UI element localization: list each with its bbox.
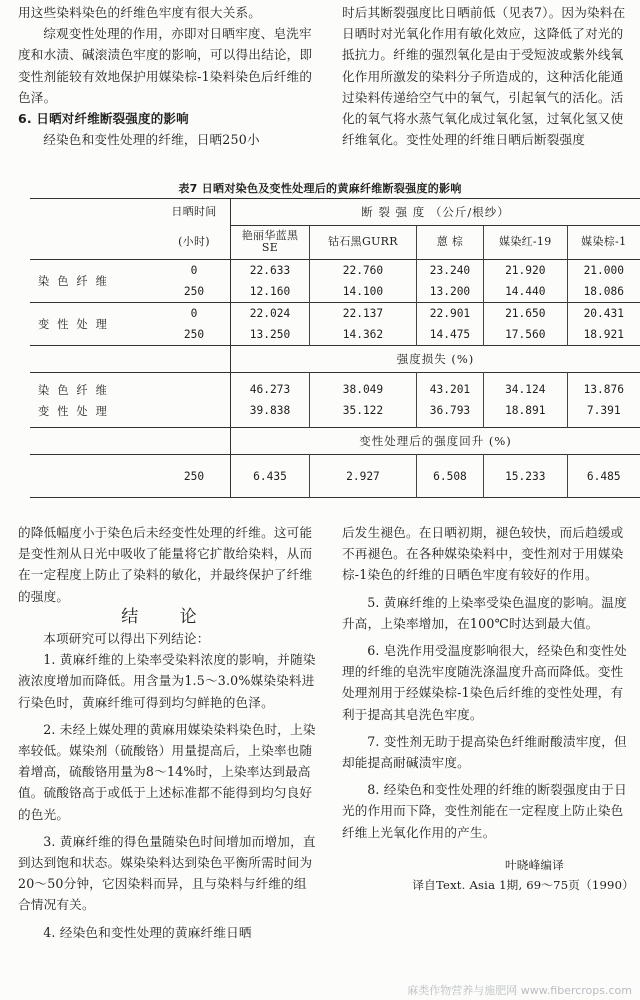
paragraph: 经染色和变性处理的纤维，日晒250小 bbox=[43, 132, 260, 148]
recovery-header: 变性处理后的强度回升 (%) bbox=[359, 434, 512, 448]
paragraph: 用这些染料染色的纤维色牢度有很大关系。 bbox=[18, 5, 262, 20]
value-cell: 18.086 bbox=[567, 281, 640, 303]
table-corner bbox=[30, 199, 158, 260]
list-item: 3. 黄麻纤维的得色量随染色时间增加而增加，直到达到饱和状态。媒染染料达到染色平衡所需时间为20～50分钟，它因染料而异，且与染料与纤维的组合情况有关。 bbox=[18, 833, 316, 913]
value-cell: 22.901 bbox=[416, 303, 483, 325]
conclusion-list bbox=[18, 649, 318, 943]
value-cell: 21.650 bbox=[484, 303, 568, 325]
dye-header: 蒽 棕 bbox=[416, 225, 483, 260]
value-cell: 20.431 bbox=[567, 303, 640, 325]
table-row bbox=[30, 400, 640, 428]
value-cell: 43.201 bbox=[416, 373, 483, 401]
list-item: 2. 未经上媒处理的黄麻用媒染染料染色时，上染率较低。媒染剂（硫酸铬）用量提高后，上染率也随着增高，硫酸铬用量为8～14%时，上染率达到最高值。硫酸铬高于或低于上述标准都不能得到均匀良好的色光。 bbox=[18, 721, 316, 822]
paragraph: 的降低幅度小于染色后未经变性处理的纤维。这可能是变性剂从日光中吸收了能量将它扩散给染料，从而在一定程度上防止了染料的敏化，并最终保护了纤维的强度。 bbox=[18, 525, 313, 604]
value-cell: 46.273 bbox=[249, 383, 291, 396]
watermark: 麻类作物营养与施肥网 www.fibercrops.com bbox=[407, 984, 632, 997]
value-cell: 14.475 bbox=[416, 324, 483, 346]
top-left-column bbox=[18, 2, 318, 150]
loss-header: 强度损失 (%) bbox=[396, 352, 475, 366]
row-label-dyed: 染色纤维 bbox=[38, 275, 115, 288]
list-item: 4. 经染色和变性处理的黄麻纤维日晒 bbox=[43, 924, 252, 940]
dye-header: 钴石黑GURR bbox=[310, 225, 417, 260]
time-cell: 250 bbox=[158, 281, 231, 303]
value-cell: 6.435 bbox=[253, 469, 287, 483]
recovery-header-row bbox=[30, 428, 640, 455]
value-cell: 14.362 bbox=[310, 324, 417, 346]
time-cell: 0 bbox=[158, 303, 231, 325]
value-cell: 22.633 bbox=[249, 264, 291, 277]
list-item: 5. 黄麻纤维的上染率受染色温度的影响。温度升高，上染率增加，在100℃时达到最大值。 bbox=[342, 594, 627, 631]
value-cell: 14.100 bbox=[310, 281, 417, 303]
list-item: 1. 黄麻纤维的上染率受染料浓度的影响，并随染液浓度增加而降低。用含量为1.5～3.0%媒染染料进行染色时，黄麻纤维可得到均匀鲜艳的色泽。 bbox=[18, 652, 316, 710]
row-label-modified: 变性处理 bbox=[38, 318, 115, 331]
time-cell: 250 bbox=[158, 324, 231, 346]
value-cell: 35.122 bbox=[310, 400, 417, 428]
conclusion-heading: 结 论 bbox=[121, 606, 215, 627]
value-cell: 14.440 bbox=[484, 281, 568, 303]
value-cell: 22.137 bbox=[310, 303, 417, 325]
time-cell: 0 bbox=[158, 260, 231, 282]
top-right-column bbox=[342, 2, 634, 150]
time-header: 日晒时间 bbox=[158, 199, 231, 226]
value-cell: 39.838 bbox=[249, 404, 291, 417]
value-cell: 2.927 bbox=[310, 455, 417, 498]
table-header-row bbox=[30, 199, 640, 226]
value-cell: 36.793 bbox=[416, 400, 483, 428]
value-cell: 7.391 bbox=[567, 400, 640, 428]
loss-header-row bbox=[30, 346, 640, 373]
time-unit-header: (小时) bbox=[158, 225, 231, 260]
table-row bbox=[30, 373, 640, 401]
value-cell: 18.891 bbox=[484, 400, 568, 428]
value-cell: 12.160 bbox=[249, 285, 291, 298]
value-cell: 21.920 bbox=[484, 260, 568, 282]
value-cell: 15.233 bbox=[484, 455, 568, 498]
dye-header: 媒染棕-1 bbox=[567, 225, 640, 260]
signoff bbox=[342, 855, 634, 895]
table-caption: 表7 日晒对染色及变性处理后的黄麻纤维断裂强度的影响 bbox=[178, 182, 462, 195]
paragraph: 后发生褪色。在日晒初期，褪色较快，而后趋缓或不再褪色。在各种媒染染料中，变性剂对于用媒染棕-1染色的纤维的日晒色牢度有较好的作用。 bbox=[342, 525, 624, 583]
list-item: 8. 经染色和变性处理的纤维的断裂强度由于日光的作用而下降，变性剂能在一定程度上防止染色纤维上光氧化作用的产生。 bbox=[342, 782, 627, 840]
time-cell: 250 bbox=[158, 455, 231, 498]
paragraph: 综观变性处理的作用，亦即对日晒牢度、皂洗牢度和水渍、碱滚渍色牢度的影响，可以得出结论，即变性剂能较有效地保护用媒染棕-1染料染色后纤维的色泽。 bbox=[18, 26, 313, 105]
bottom-right-column bbox=[342, 522, 634, 895]
list-item: 7. 变性剂无助于提高染色纤维耐酸渍牢度，但却能提高耐碱渍牢度。 bbox=[342, 733, 627, 771]
list-item: 6. 皂洗作用受温度影响很大，经染色和变性处理的纤维的皂洗牢度随洗涤温度升高而降低。变性处理剂用于经媒染棕-1染色后纤维的变性处理，有利于提高其皂洗色牢度。 bbox=[342, 643, 627, 722]
strength-header: 断 裂 强 度 （公斤/根纱） bbox=[231, 199, 640, 226]
value-cell: 34.124 bbox=[484, 373, 568, 401]
value-cell: 38.049 bbox=[310, 373, 417, 401]
paragraph: 时后其断裂强度比日晒前低（见表7）。因为染料在日晒时对光氧化作用有敏化效应，这降低了对光的抵抗力。纤维的强烈氧化是由于受短波或紫外线氧化作用所激发的染料分子所造成的，这种活化能通过染料传递给空气中的氧气，引起氧气的活化。活化的氧气将水蒸气氧化成过氧化氢，过氧化氢又使纤维氧化。变性处理的纤维日晒后断裂强度 bbox=[342, 5, 626, 148]
row-label-modified: 变性处理 bbox=[38, 404, 115, 418]
value-cell: 23.240 bbox=[416, 260, 483, 282]
source-citation: 译自Text. Asia 1期, 69～75页（1990） bbox=[412, 877, 634, 892]
value-cell: 13.250 bbox=[249, 328, 291, 341]
value-cell: 13.876 bbox=[567, 373, 640, 401]
time-cell bbox=[158, 400, 231, 428]
strength-table bbox=[30, 198, 640, 498]
value-cell: 6.485 bbox=[567, 455, 640, 498]
section-heading: 6. 日晒对纤维断裂强度的影响 bbox=[18, 111, 189, 127]
conclusion-list bbox=[342, 592, 634, 843]
value-cell: 22.760 bbox=[310, 260, 417, 282]
dye-header: 媒染红-19 bbox=[484, 225, 568, 260]
table-row bbox=[30, 455, 640, 498]
bottom-left-column bbox=[18, 522, 318, 949]
paragraph: 本项研究可以得出下列结论： bbox=[43, 631, 210, 647]
dye-header: 艳丽华蓝黑SE bbox=[241, 229, 299, 255]
editor-credit: 叶晓峰编译 bbox=[505, 857, 564, 872]
value-cell: 6.508 bbox=[416, 455, 483, 498]
value-cell: 22.024 bbox=[249, 307, 291, 320]
value-cell: 13.200 bbox=[416, 281, 483, 303]
time-cell bbox=[158, 373, 231, 401]
value-cell: 17.560 bbox=[484, 324, 568, 346]
row-label-dyed: 染色纤维 bbox=[38, 383, 115, 397]
table-row bbox=[30, 303, 640, 325]
value-cell: 18.921 bbox=[567, 324, 640, 346]
table-row bbox=[30, 260, 640, 282]
value-cell: 21.000 bbox=[567, 260, 640, 282]
